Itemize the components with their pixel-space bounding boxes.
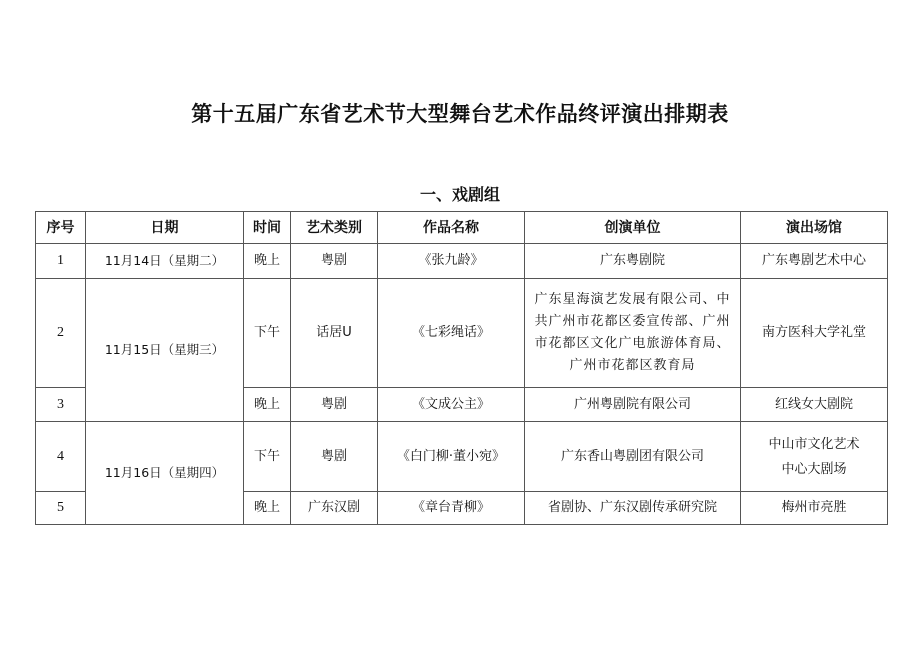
row-unit: 广东粤剧院 — [525, 244, 741, 279]
row-date: 11月16日（星期四） — [86, 422, 244, 525]
row-date: 11月15日（星期三） — [86, 279, 244, 422]
header-date: 日期 — [86, 212, 244, 244]
row-category: 粤剧 — [291, 244, 378, 279]
header-unit: 创演单位 — [525, 212, 741, 244]
header-time: 时间 — [244, 212, 291, 244]
header-category: 艺术类别 — [291, 212, 378, 244]
row-time: 晚上 — [244, 244, 291, 279]
row-venue: 南方医科大学礼堂 — [741, 279, 888, 388]
row-time: 晚上 — [244, 492, 291, 525]
row-number: 2 — [36, 279, 86, 388]
table-row — [36, 422, 888, 492]
row-number: 5 — [36, 492, 86, 525]
venue-line: 中山市文化艺术 — [768, 436, 860, 452]
row-venue: 广东粤剧艺术中心 — [741, 244, 888, 279]
table-row — [36, 279, 888, 388]
row-work: 《白门柳·董小宛》 — [378, 422, 525, 492]
row-work: 《张九龄》 — [378, 244, 525, 279]
row-work: 《文成公主》 — [378, 388, 525, 422]
row-category: 粤剧 — [291, 388, 378, 422]
row-venue: 梅州市亮胜 — [741, 492, 888, 525]
venue-line: 中心大剧场 — [781, 461, 847, 477]
row-time: 下午 — [244, 279, 291, 388]
header-no: 序号 — [36, 212, 86, 244]
row-time: 下午 — [244, 422, 291, 492]
row-unit: 广东星海演艺发展有限公司、中共广州市花都区委宣传部、广州市花都区文化广电旅游体育局、广州市花都区教育局 — [525, 279, 741, 388]
row-work: 《七彩绳话》 — [378, 279, 525, 388]
row-time: 晚上 — [244, 388, 291, 422]
row-venue — [741, 422, 888, 492]
header-venue: 演出场馆 — [741, 212, 888, 244]
row-category: 广东汉剧 — [291, 492, 378, 525]
row-category: 话居U — [291, 279, 378, 388]
table-header-row — [36, 212, 888, 244]
row-venue: 红线女大剧院 — [741, 388, 888, 422]
row-unit: 广州粤剧院有限公司 — [525, 388, 741, 422]
page-title: 第十五届广东省艺术节大型舞台艺术作品终评演出排期表 — [191, 102, 729, 126]
schedule-table — [35, 211, 888, 525]
row-number: 3 — [36, 388, 86, 422]
row-unit: 广东香山粤剧团有限公司 — [525, 422, 741, 492]
section-heading: 一、戏剧组 — [419, 185, 500, 204]
row-date: 11月14日（星期二） — [86, 244, 244, 279]
row-unit: 省剧协、广东汉剧传承研究院 — [525, 492, 741, 525]
table-row — [36, 244, 888, 279]
row-number: 1 — [36, 244, 86, 279]
row-work: 《章台青柳》 — [378, 492, 525, 525]
header-work: 作品名称 — [378, 212, 525, 244]
row-category: 粤剧 — [291, 422, 378, 492]
row-number: 4 — [36, 422, 86, 492]
